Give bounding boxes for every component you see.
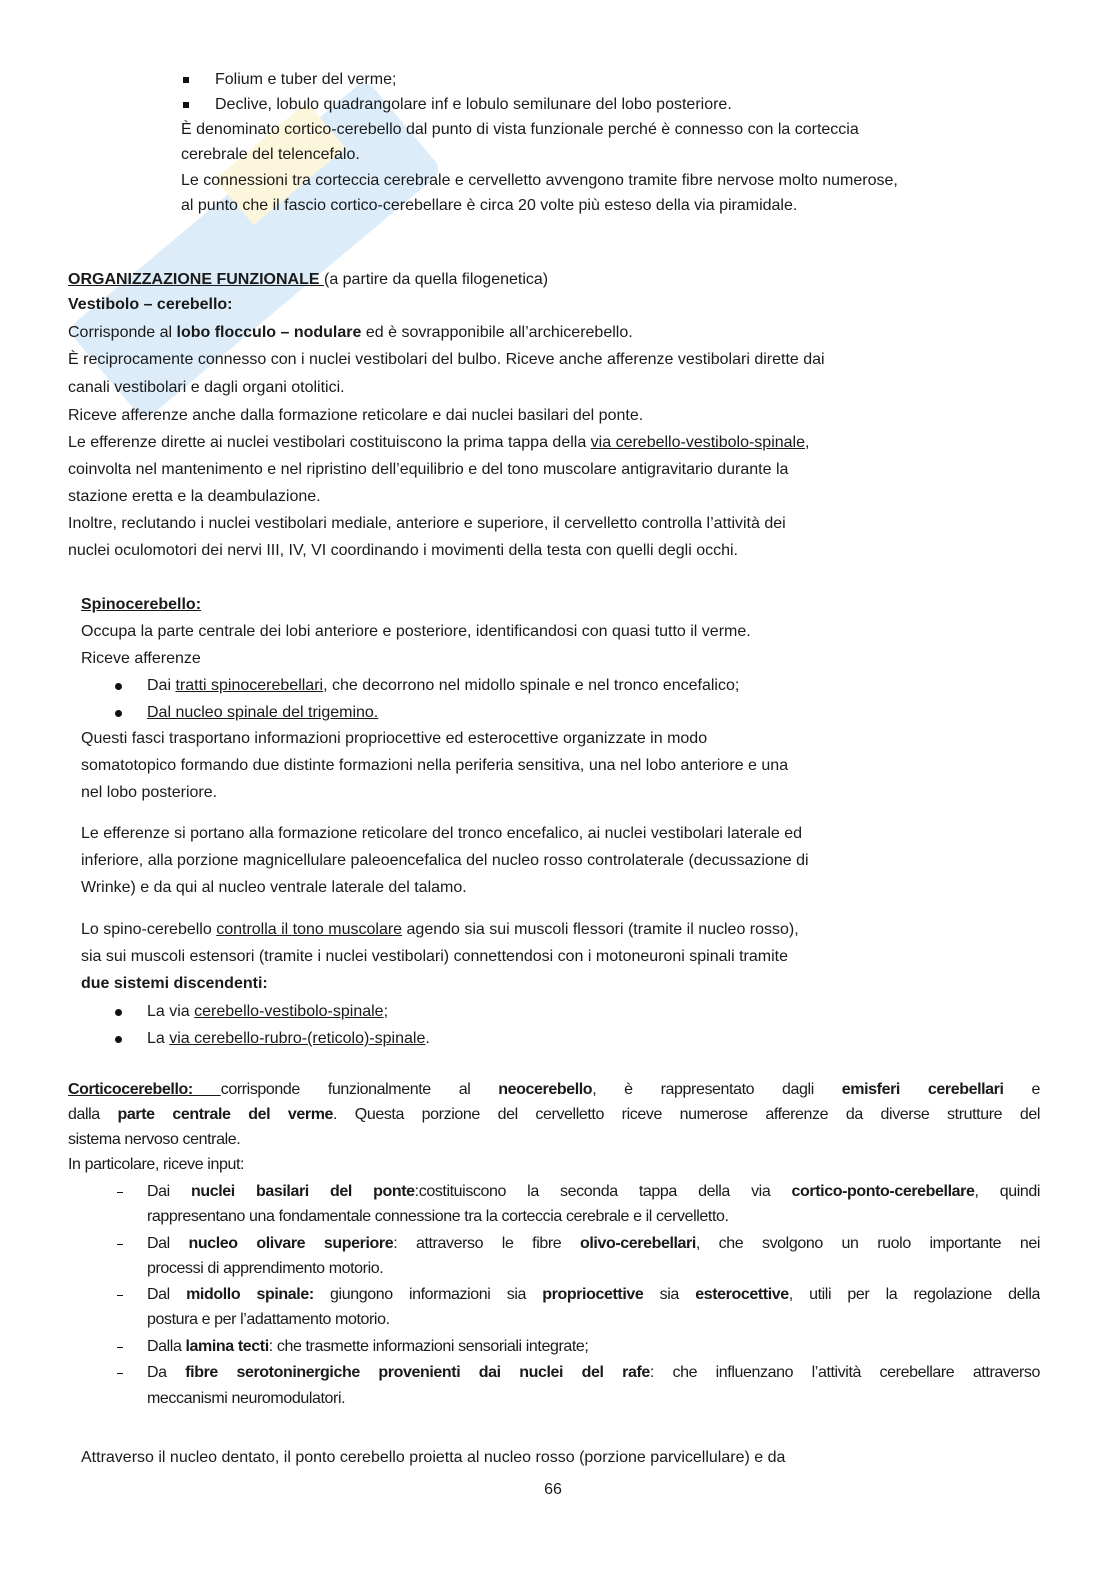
text-run: sia sui muscoli estensori (tramite i nuclei vestibolari) connettendosi con i motoneuroni spinali tramite — [81, 948, 788, 965]
text-run: canali vestibolari e dagli organi otolitici. — [68, 379, 345, 396]
paragraph-line — [81, 878, 467, 898]
text-run: , che svolgono un ruolo importante nei — [695, 1235, 1040, 1252]
paragraph-line — [68, 541, 738, 561]
styled-text-run: lamina tecti — [185, 1338, 269, 1355]
dash-bullet-icon — [117, 1192, 123, 1193]
paragraph-line — [181, 171, 898, 191]
list-item — [147, 1207, 729, 1227]
text-run: postura e per l’adattamento motorio. — [147, 1311, 390, 1328]
paragraph-line — [81, 622, 751, 642]
list-item — [147, 1029, 430, 1049]
text-run: La via — [147, 1003, 195, 1020]
styled-text-run: tratti spinocerebellari — [175, 677, 324, 694]
list-item — [147, 1002, 388, 1022]
paragraph-line — [81, 1448, 785, 1468]
text-run: Le efferenze dirette ai nuclei vestibolari costituiscono la prima tappa della — [68, 434, 591, 451]
styled-text-run: fibre serotoninergiche provenienti dai nuclei del rafe — [185, 1364, 650, 1381]
list-item — [147, 1234, 1040, 1254]
text-run: Corrisponde al — [68, 324, 177, 341]
styled-text-run: due sistemi discendenti: — [81, 975, 268, 992]
text-run: Dal — [147, 1235, 189, 1252]
text-run: La — [147, 1030, 170, 1047]
dash-bullet-icon — [117, 1373, 123, 1374]
paragraph-line — [181, 196, 797, 216]
dash-bullet-icon — [117, 1295, 123, 1296]
list-item — [147, 1285, 1040, 1305]
list-item — [147, 1337, 588, 1357]
text-run: Inoltre, reclutando i nuclei vestibolari mediale, anteriore e superiore, il cervelletto controlla l’attività dei — [68, 515, 786, 532]
styled-text-run: propriocettive — [542, 1286, 644, 1303]
list-item — [147, 703, 378, 723]
text-run: (a partire da quella filogenetica) — [323, 271, 549, 288]
text-run: È reciprocamente connesso con i nuclei vestibolari del bulbo. Riceve anche afferenze vestibolari dirette dai — [68, 351, 825, 368]
text-run: stazione eretta e la deambulazione. — [68, 488, 321, 505]
text-run: Wrinke) e da qui al nucleo ventrale laterale del talamo. — [81, 879, 467, 896]
paragraph-line — [68, 378, 345, 398]
text-run: , è rappresentato dagli — [592, 1081, 842, 1098]
text-run: Da — [147, 1364, 186, 1381]
text-run: al punto che il fascio cortico-cerebellare è circa 20 volte più esteso della via piramidale. — [181, 197, 798, 214]
styled-text-run: Spinocerebello: — [81, 596, 202, 613]
text-run: Lo spino-cerebello — [81, 921, 217, 938]
text-run: coinvolta nel mantenimento e nel ripristino dell’equilibrio e del tono muscolare antigravitario durante la — [68, 461, 789, 478]
paragraph-line — [68, 350, 825, 370]
text-run: , che decorrono nel midollo spinale e nel tronco encefalico; — [323, 677, 740, 694]
styled-text-run: ORGANIZZAZIONE FUNZIONALE — [68, 271, 324, 288]
styled-text-run: esterocettive — [695, 1286, 789, 1303]
paragraph-line — [68, 1130, 240, 1150]
text-run: Le efferenze si portano alla formazione reticolare del tronco encefalico, ai nuclei vestibolari laterale ed — [81, 825, 803, 842]
styled-text-run: Vestibolo – cerebello: — [68, 296, 233, 313]
paragraph-line — [81, 824, 802, 844]
list-item — [147, 1389, 345, 1409]
text-run: cerebrale del telencefalo. — [181, 146, 360, 163]
text-run: Declive, lobulo quadrangolare inf e lobulo semilunare del lobo posteriore. — [215, 96, 732, 113]
text-run: meccanismi neuromodulatori. — [147, 1390, 346, 1407]
text-run: . — [425, 1030, 430, 1047]
text-run: ed è sovrapponibile all’archicerebello. — [361, 324, 633, 341]
paragraph-line — [68, 323, 633, 343]
text-run: Riceve afferenze anche dalla formazione reticolare e dai nuclei basilari del ponte. — [68, 407, 644, 424]
text-run: rappresentano una fondamentale connessione tra la corteccia cerebrale e il cervelletto. — [147, 1208, 729, 1225]
text-run: In particolare, riceve input: — [68, 1156, 245, 1173]
styled-text-run: nucleo olivare superiore — [188, 1235, 394, 1252]
text-run: : che trasmette informazioni sensoriali integrate; — [268, 1338, 589, 1355]
text-run: Riceve afferenze — [81, 650, 201, 667]
list-item — [215, 95, 732, 115]
text-run: nel lobo posteriore. — [81, 784, 218, 801]
square-bullet-icon — [183, 102, 189, 108]
section-heading — [68, 270, 548, 290]
paragraph-line — [181, 120, 859, 140]
text-run: nuclei oculomotori dei nervi III, IV, VI coordinando i movimenti della testa con quelli degli occhi. — [68, 542, 738, 559]
text-run: : attraverso le fibre — [393, 1235, 580, 1252]
styled-text-run: neocerebello — [498, 1081, 593, 1098]
page-number: 66 — [544, 1481, 562, 1498]
subsection-heading — [68, 295, 233, 315]
paragraph-line — [68, 514, 786, 534]
text-run: Dal — [147, 1286, 187, 1303]
styled-text-run: Corticocerebello: — [68, 1081, 221, 1098]
text-run: . Questa porzione del cervelletto riceve numerose afferenze da diverse strutture del — [333, 1106, 1040, 1123]
text-run: processi di apprendimento motorio. — [147, 1260, 384, 1277]
text-run: sia — [643, 1286, 696, 1303]
text-run: Dalla — [147, 1338, 186, 1355]
paragraph-line — [81, 756, 788, 776]
paragraph-line — [81, 947, 788, 967]
text-run: Dai — [147, 1183, 191, 1200]
styled-text-run: olivo-cerebellari — [580, 1235, 696, 1252]
styled-text-run: via cerebello-vestibolo-spinale — [590, 434, 806, 451]
paragraph-line — [68, 433, 809, 453]
text-run: Dai — [147, 677, 176, 694]
list-item — [147, 1182, 1040, 1202]
text-run: giungono informazioni sia — [313, 1286, 543, 1303]
paragraph-line — [68, 487, 321, 507]
dash-bullet-icon — [117, 1347, 123, 1348]
paragraph-line — [68, 406, 643, 426]
text-run: Attraverso il nucleo dentato, il ponto cerebello proietta al nucleo rosso (porzione parvicellulare) e da — [81, 1449, 786, 1466]
list-item — [215, 70, 396, 90]
paragraph-line — [81, 783, 217, 803]
text-run: inferiore, alla porzione magnicellulare paleoencefalica del nucleo rosso controlaterale (decussazione di — [81, 852, 809, 869]
styled-text-run: parte centrale del verme — [117, 1106, 334, 1123]
text-run: somatotopico formando due distinte formazioni nella periferia sensitiva, una nel lobo anteriore e una — [81, 757, 789, 774]
text-run: :costituiscono la seconda tappa della via — [414, 1183, 792, 1200]
text-run: , — [805, 434, 810, 451]
list-item — [147, 1363, 1040, 1383]
bullet-icon — [115, 1036, 122, 1043]
bullet-icon — [115, 1009, 122, 1016]
subsection-heading — [81, 595, 201, 615]
paragraph-line — [81, 920, 799, 940]
styled-text-run: cerebello-vestibolo-spinale; — [194, 1003, 389, 1020]
list-item — [147, 1310, 390, 1330]
text-run: corrisponde funzionalmente al — [220, 1081, 499, 1098]
text-run: Occupa la parte centrale dei lobi anteriore e posteriore, identificandosi con quasi tutto il verme. — [81, 623, 751, 640]
styled-text-run: Dal nucleo spinale del trigemino. — [147, 704, 379, 721]
styled-text-run: nuclei basilari del ponte — [191, 1183, 415, 1200]
text-run: , utili per la regolazione della — [788, 1286, 1040, 1303]
text-run: Le connessioni tra corteccia cerebrale e cervelletto avvengono tramite fibre nervose molto numerose, — [181, 172, 898, 189]
text-run: È denominato cortico-cerebello dal punto di vista funzionale perché è connesso con la corteccia — [181, 121, 859, 138]
text-run: e — [1003, 1081, 1040, 1098]
paragraph-line — [68, 460, 788, 480]
square-bullet-icon — [183, 77, 189, 83]
paragraph-line — [68, 1105, 1040, 1125]
paragraph-line — [68, 1155, 244, 1175]
bullet-icon — [115, 710, 122, 717]
text-run: , quindi — [974, 1183, 1040, 1200]
list-item — [147, 676, 739, 696]
styled-text-run: lobo flocculo – nodulare — [176, 324, 362, 341]
styled-text-run: midollo spinale: — [186, 1286, 314, 1303]
text-run: : che influenzano l’attività cerebellare attraverso — [649, 1364, 1040, 1381]
text-run: Folium e tuber del verme; — [215, 71, 397, 88]
text-run: dalla — [68, 1106, 118, 1123]
text-run: agendo sia sui muscoli flessori (tramite il nucleo rosso), — [402, 921, 799, 938]
bullet-icon — [115, 683, 122, 690]
text-run: Questi fasci trasportano informazioni propriocettive ed esterocettive organizzate in modo — [81, 730, 708, 747]
styled-text-run: emisferi cerebellari — [841, 1081, 1004, 1098]
paragraph-line — [81, 851, 809, 871]
styled-text-run: via cerebello-rubro-(reticolo)-spinale — [169, 1030, 426, 1047]
list-item — [147, 1259, 383, 1279]
paragraph-line — [81, 974, 268, 994]
styled-text-run: controlla il tono muscolare — [216, 921, 403, 938]
paragraph-line — [68, 1080, 1040, 1100]
text-run: sistema nervoso centrale. — [68, 1131, 241, 1148]
styled-text-run: cortico-ponto-cerebellare — [791, 1183, 975, 1200]
dash-bullet-icon — [117, 1244, 123, 1245]
paragraph-line — [81, 729, 707, 749]
paragraph-line — [181, 145, 360, 165]
paragraph-line — [81, 649, 201, 669]
